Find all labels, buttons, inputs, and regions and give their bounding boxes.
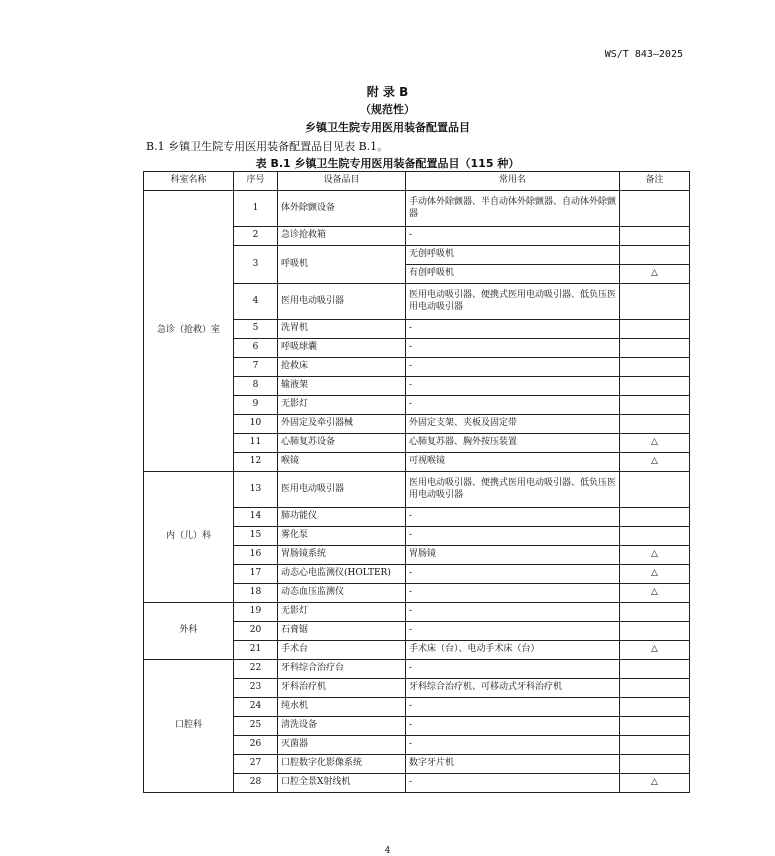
row-item: 体外除颤设备 [278, 191, 406, 227]
row-note: △ [620, 546, 690, 565]
row-item: 动态心电监测仪(HOLTER) [278, 565, 406, 584]
row-note [620, 320, 690, 339]
row-common-name: 心肺复苏器、胸外按压装置 [406, 434, 620, 453]
row-item: 喉镜 [278, 453, 406, 472]
row-common-name: 手术床（台）、电动手术床（台） [406, 641, 620, 660]
row-note [620, 622, 690, 641]
department-cell: 内（儿）科 [144, 472, 234, 603]
row-note: △ [620, 584, 690, 603]
col-header-common-name: 常用名 [406, 172, 620, 191]
table-row [144, 660, 690, 679]
row-common-name: 医用电动吸引器、便携式医用电动吸引器、低负压医用电动吸引器 [406, 284, 620, 320]
row-item: 口腔数字化影像系统 [278, 755, 406, 774]
row-number: 26 [234, 736, 278, 755]
row-common-name: 无创呼吸机 [406, 246, 620, 265]
row-common-name: 牙科综合治疗机、可移动式牙科治疗机 [406, 679, 620, 698]
row-number: 5 [234, 320, 278, 339]
row-note [620, 377, 690, 396]
row-note: △ [620, 453, 690, 472]
row-note [620, 472, 690, 508]
col-header-note: 备注 [620, 172, 690, 191]
row-note [620, 736, 690, 755]
row-item: 医用电动吸引器 [278, 472, 406, 508]
row-note [620, 415, 690, 434]
appendix-nature: （规范性） [360, 103, 415, 116]
row-common-name: - [406, 584, 620, 603]
row-item: 急诊抢救箱 [278, 227, 406, 246]
row-number: 25 [234, 717, 278, 736]
row-number: 3 [234, 246, 278, 284]
row-number: 13 [234, 472, 278, 508]
row-note [620, 508, 690, 527]
row-common-name: 胃肠镜 [406, 546, 620, 565]
row-item: 洗胃机 [278, 320, 406, 339]
col-header-item: 设备品目 [278, 172, 406, 191]
row-common-name: - [406, 396, 620, 415]
standard-code: WS/T 843—2025 [604, 49, 683, 60]
row-number: 11 [234, 434, 278, 453]
row-number: 7 [234, 358, 278, 377]
row-item: 医用电动吸引器 [278, 284, 406, 320]
row-number: 1 [234, 191, 278, 227]
table-row [144, 191, 690, 227]
row-item: 牙科综合治疗台 [278, 660, 406, 679]
table-row [144, 472, 690, 508]
row-note [620, 358, 690, 377]
row-item: 灭菌器 [278, 736, 406, 755]
row-note: △ [620, 265, 690, 284]
row-number: 10 [234, 415, 278, 434]
row-item: 呼吸球囊 [278, 339, 406, 358]
row-number: 28 [234, 774, 278, 793]
row-number: 27 [234, 755, 278, 774]
row-note [620, 717, 690, 736]
row-number: 12 [234, 453, 278, 472]
row-common-name: - [406, 377, 620, 396]
row-common-name: - [406, 774, 620, 793]
page-number: 4 [384, 846, 391, 856]
row-note: △ [620, 641, 690, 660]
row-note: △ [620, 434, 690, 453]
intro-paragraph: B.1 乡镇卫生院专用医用装备配置品目见表 B.1。 [146, 140, 389, 153]
department-cell: 外科 [144, 603, 234, 660]
row-note [620, 396, 690, 415]
row-item: 肺功能仪 [278, 508, 406, 527]
appendix-heading: 乡镇卫生院专用医用装备配置品目 [305, 121, 470, 134]
row-common-name: 手动体外除颤器、半自动体外除颤器、自动体外除颤器 [406, 191, 620, 227]
col-header-department: 科室名称 [144, 172, 234, 191]
row-item: 牙科治疗机 [278, 679, 406, 698]
row-note [620, 284, 690, 320]
equipment-table [143, 171, 690, 793]
row-number: 6 [234, 339, 278, 358]
row-item: 手术台 [278, 641, 406, 660]
row-common-name: - [406, 736, 620, 755]
row-item: 清洗设备 [278, 717, 406, 736]
row-item: 无影灯 [278, 396, 406, 415]
row-item: 雾化泵 [278, 527, 406, 546]
row-note [620, 755, 690, 774]
row-note: △ [620, 774, 690, 793]
row-note [620, 698, 690, 717]
row-number: 9 [234, 396, 278, 415]
row-common-name: - [406, 227, 620, 246]
row-common-name: - [406, 339, 620, 358]
row-note [620, 603, 690, 622]
row-common-name: 医用电动吸引器、便携式医用电动吸引器、低负压医用电动吸引器 [406, 472, 620, 508]
appendix-title: 附 录 B [366, 85, 409, 99]
row-number: 19 [234, 603, 278, 622]
row-common-name: - [406, 698, 620, 717]
row-note [620, 660, 690, 679]
row-number: 8 [234, 377, 278, 396]
row-item: 纯水机 [278, 698, 406, 717]
row-common-name: 有创呼吸机 [406, 265, 620, 284]
row-number: 14 [234, 508, 278, 527]
row-item: 输液架 [278, 377, 406, 396]
row-note [620, 191, 690, 227]
row-item: 口腔全景X射线机 [278, 774, 406, 793]
row-note: △ [620, 565, 690, 584]
row-number: 20 [234, 622, 278, 641]
row-item: 动态血压监测仪 [278, 584, 406, 603]
row-common-name: 可视喉镜 [406, 453, 620, 472]
row-number: 17 [234, 565, 278, 584]
row-common-name: - [406, 320, 620, 339]
row-number: 21 [234, 641, 278, 660]
row-item: 胃肠镜系统 [278, 546, 406, 565]
department-cell: 急诊（抢救）室 [144, 191, 234, 472]
row-number: 4 [234, 284, 278, 320]
row-common-name: 外固定支架、夹板及固定带 [406, 415, 620, 434]
row-number: 16 [234, 546, 278, 565]
row-note [620, 227, 690, 246]
row-number: 15 [234, 527, 278, 546]
row-note [620, 339, 690, 358]
row-common-name: - [406, 622, 620, 641]
row-item: 石膏锯 [278, 622, 406, 641]
row-item: 抢救床 [278, 358, 406, 377]
table-header-row [144, 172, 690, 191]
row-item: 无影灯 [278, 603, 406, 622]
row-note [620, 679, 690, 698]
row-common-name: - [406, 660, 620, 679]
row-item: 心肺复苏设备 [278, 434, 406, 453]
row-common-name: - [406, 565, 620, 584]
col-header-number: 序号 [234, 172, 278, 191]
row-note [620, 246, 690, 265]
table-caption: 表 B.1 乡镇卫生院专用医用装备配置品目（115 种） [255, 157, 520, 170]
table-row [144, 603, 690, 622]
row-number: 23 [234, 679, 278, 698]
row-common-name: - [406, 717, 620, 736]
row-item: 外固定及牵引器械 [278, 415, 406, 434]
row-number: 18 [234, 584, 278, 603]
row-item: 呼吸机 [278, 246, 406, 284]
row-common-name: - [406, 527, 620, 546]
row-number: 22 [234, 660, 278, 679]
row-number: 24 [234, 698, 278, 717]
row-common-name: - [406, 358, 620, 377]
row-common-name: 数字牙片机 [406, 755, 620, 774]
row-common-name: - [406, 603, 620, 622]
department-cell: 口腔科 [144, 660, 234, 793]
row-common-name: - [406, 508, 620, 527]
row-number: 2 [234, 227, 278, 246]
row-note [620, 527, 690, 546]
